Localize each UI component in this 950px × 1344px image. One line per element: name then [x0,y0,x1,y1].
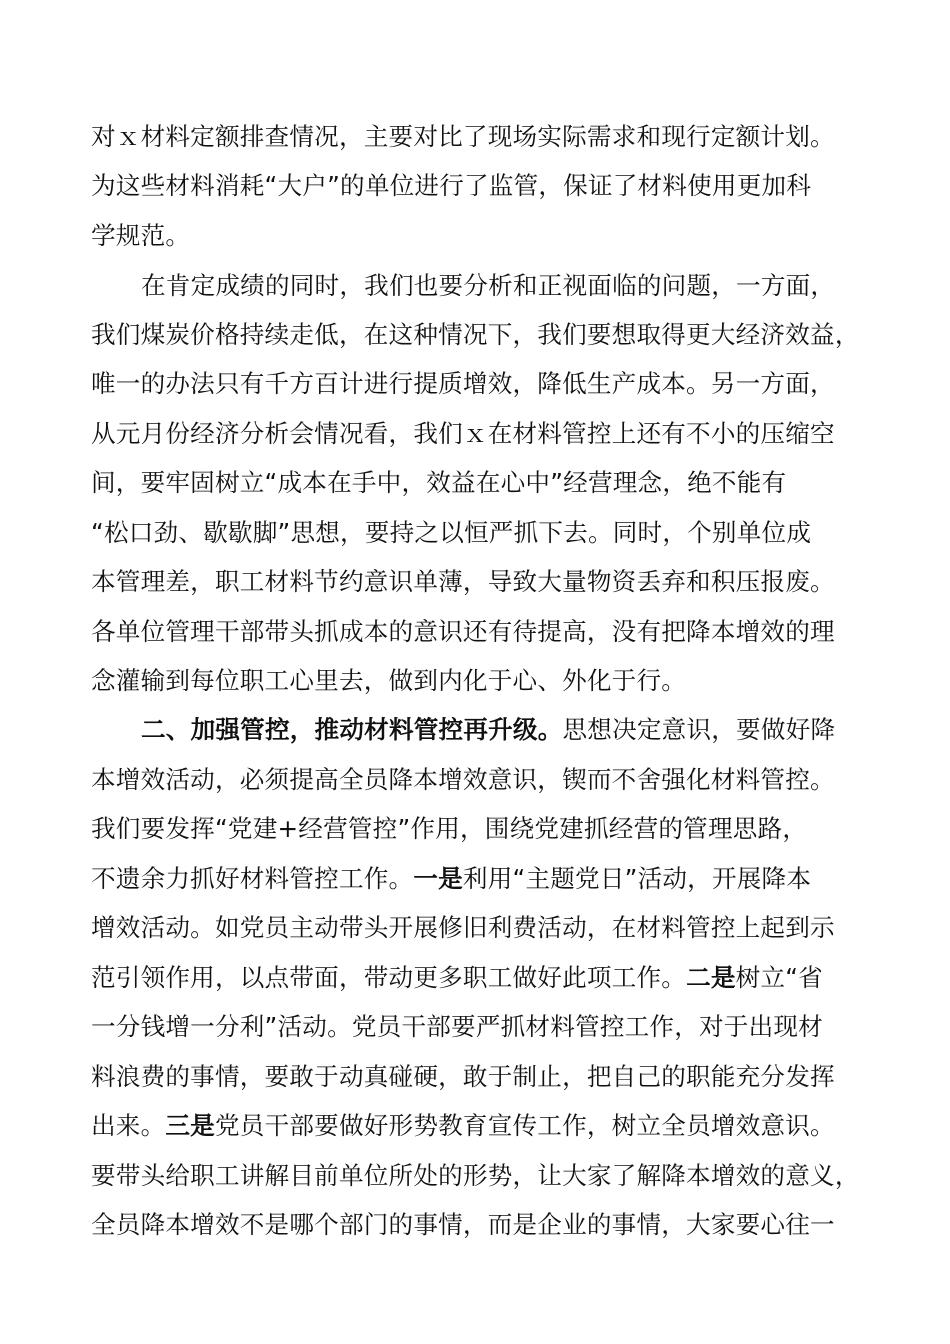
paragraph-line [91,1205,871,1245]
paragraph-line [91,809,871,849]
text-run: 利用“主题党日”活动，开展降本 [462,864,812,893]
text-run: 不遗余力抓好材料管控工作。 [91,864,414,893]
text-run: 本管理差，职工材料节约意识单薄，导致大量物资丢弃和积压报废。 [91,567,835,596]
paragraph-line [141,266,871,306]
paragraph-line [91,958,871,998]
text-run: 间，要牢固树立“成本在手中，效益在心中”经营理念，绝不能有 [91,468,787,497]
section-heading: 二、加强管控，推动材料管控再升级。 [141,715,563,744]
paragraph-line [91,117,871,157]
text-run: 出来。 [91,1111,166,1140]
text-run: 唯一的办法只有千方百计进行提质增效，降低生产成本。另一方面， [91,369,835,398]
paragraph-line [91,1007,871,1047]
paragraph-line [91,1057,871,1097]
paragraph-line [91,760,871,800]
text-run: 全员降本增效不是哪个部门的事情，而是企业的事情，大家要心往一 [91,1210,835,1239]
text-run: 思想决定意识，要做好降 [562,715,836,744]
text-run: 为这些材料消耗“大户”的单位进行了监管，保证了材料使用更加科 [91,171,812,200]
text-run: 党员干部要做好形势教育宣传工作，树立全员增效意识。 [214,1111,835,1140]
text-run: “松口劲、歇歇脚”思想，要持之以恒严抓下去。同时，个别单位成 [91,518,812,547]
paragraph-line [91,216,871,256]
paragraph-line [91,364,871,404]
paragraph-line [91,562,871,602]
bold-marker: 一是 [413,864,463,893]
text-run: 在肯定成绩的同时，我们也要分析和正视面临的问题，一方面， [141,271,836,300]
text-run: 学规范。 [91,221,191,250]
paragraph-line [141,710,871,750]
text-run: 料浪费的事情，要敢于动真碰硬，敢于制止，把自己的职能充分发挥 [91,1062,835,1091]
paragraph-line [91,612,871,652]
text-run: 一分钱增一分利”活动。党员干部要严抓材料管控工作，对于出现材 [91,1012,823,1041]
text-run: 各单位管理干部带头抓成本的意识还有待提高，没有把降本增效的理 [91,617,835,646]
paragraph-line [91,1106,871,1146]
paragraph-line [91,1156,871,1196]
bold-marker: 三是 [165,1111,215,1140]
text-run: 要带头给职工讲解目前单位所处的形势，让大家了解降本增效的意义， [91,1161,860,1190]
bold-marker: 二是 [686,963,736,992]
text-run: 对ｘ材料定额排查情况，主要对比了现场实际需求和现行定额计划。 [91,122,835,151]
text-run: 范引领作用，以点带面，带动更多职工做好此项工作。 [91,963,687,992]
paragraph-line [91,315,871,355]
paragraph-line [91,661,871,701]
text-run: 念灌输到每位职工心里去，做到内化于心、外化于行。 [91,666,687,695]
paragraph-line [91,859,871,899]
text-run: 树立“省 [735,963,823,992]
text-run: 我们要发挥“党建+经营管控”作用，围绕党建抓经营的管理思路， [91,814,808,843]
paragraph-line [91,414,871,454]
paragraph-line [91,908,871,948]
text-run: 从元月份经济分析会情况看，我们ｘ在材料管控上还有不小的压缩空 [91,419,835,448]
paragraph-line [91,513,871,553]
paragraph-line [91,463,871,503]
text-run: 增效活动。如党员主动带头开展修旧利费活动，在材料管控上起到示 [91,913,835,942]
paragraph-line [91,166,871,206]
text-run: 本增效活动，必须提高全员降本增效意识，锲而不舍强化材料管控。 [91,765,835,794]
text-run: 我们煤炭价格持续走低，在这种情况下，我们要想取得更大经济效益， [91,320,860,349]
